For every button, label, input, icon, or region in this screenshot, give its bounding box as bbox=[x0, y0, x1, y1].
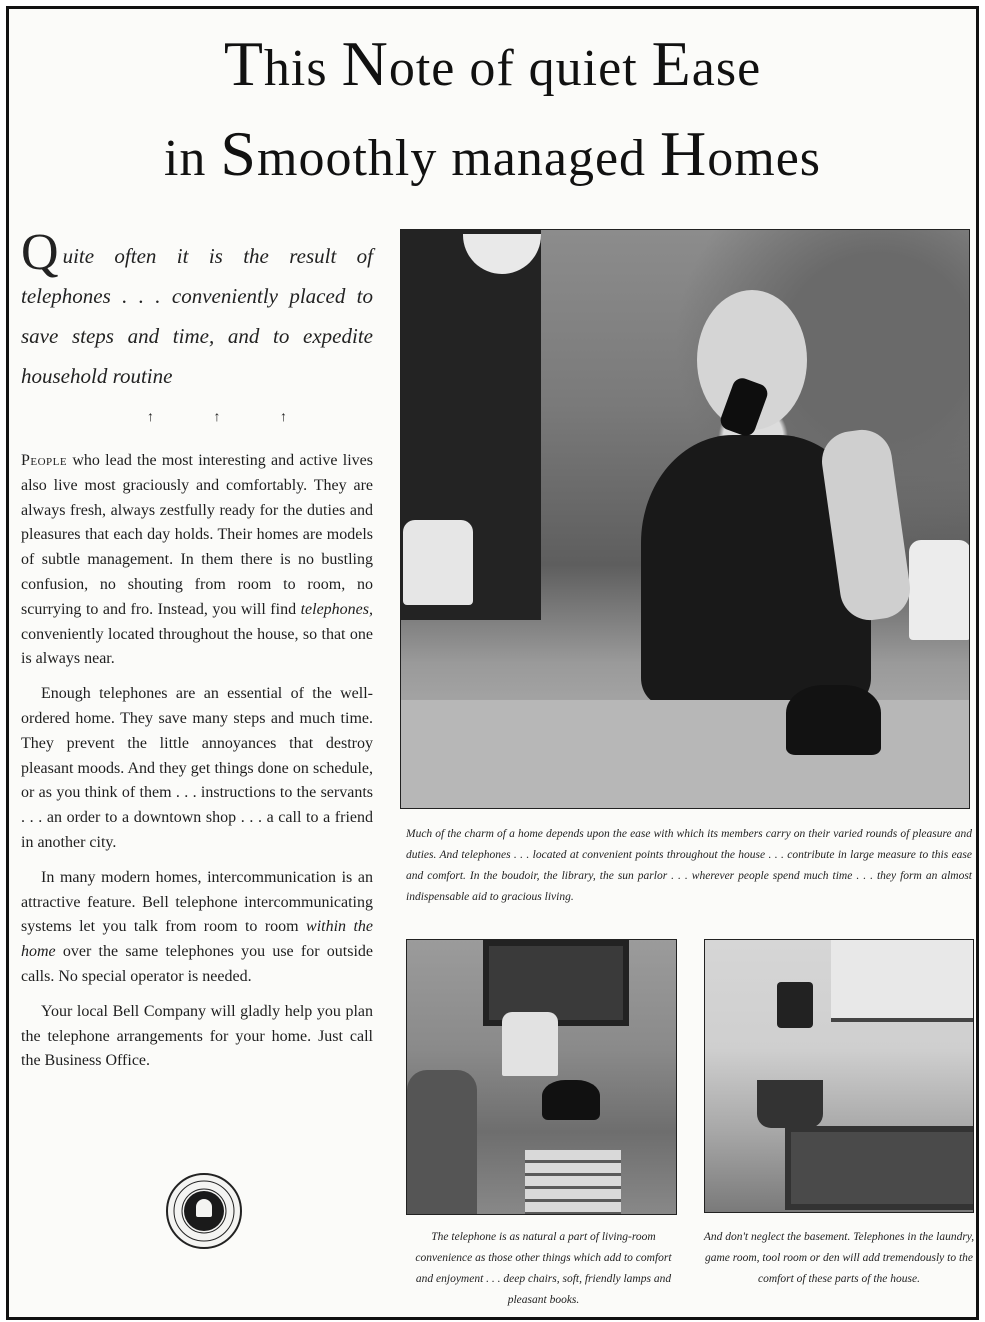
body-italic: telephones, bbox=[300, 600, 373, 618]
headline-capital: H bbox=[660, 118, 708, 189]
lamp-right bbox=[909, 540, 970, 640]
headline-text: in bbox=[163, 130, 221, 187]
drop-cap: Q bbox=[21, 224, 59, 281]
vanity-table bbox=[401, 700, 969, 808]
boudoir-photo bbox=[400, 229, 970, 809]
headline-capital: N bbox=[341, 28, 389, 99]
lead-paragraph bbox=[21, 224, 373, 396]
wall-telephone-icon bbox=[777, 982, 813, 1028]
laundry-tub bbox=[785, 1126, 974, 1210]
headline-text: ase bbox=[691, 40, 762, 97]
body-paragraph bbox=[21, 866, 373, 990]
body-paragraph bbox=[21, 449, 373, 672]
body-text: conveniently located throughout the house, so that one is always near. bbox=[21, 625, 373, 668]
armchair bbox=[407, 1070, 477, 1214]
body-paragraph: Your local Bell Company will gladly help you plan the telephone arrangements for your home. Just call the Business Office. bbox=[21, 1002, 373, 1070]
body-text: In many modern homes, intercommunication is an attractive feature. Bell telephone intercommunicating systems let you talk from room to room bbox=[21, 868, 373, 936]
living-room-photo bbox=[406, 939, 677, 1215]
living-room-caption: The telephone is as natural a part of living-room convenience as those other things which add to comfort and enjoyment . . . deep chairs, soft, friendly lamps and pleasant books. bbox=[415, 1231, 672, 1306]
headline-capital: T bbox=[223, 28, 264, 99]
curtained-window bbox=[831, 940, 973, 1022]
book-stack bbox=[525, 1150, 621, 1214]
body-italic: within the home bbox=[21, 918, 373, 961]
headline-text: moothly managed bbox=[257, 130, 661, 187]
body-paragraph: Enough telephones are an essential of the well-ordered home. They save many steps and much time. They prevent the little annoyances that destroy pleasant moods. And they get things done on schedule, or as you think of them . . . instructions to the servants . . . an order to a downtown shop . . . a call to a friend in another city. bbox=[21, 685, 373, 851]
headline-text: ote of quiet bbox=[388, 40, 652, 97]
bell-system-seal-icon bbox=[166, 1173, 242, 1249]
telephone-icon bbox=[786, 685, 881, 755]
headline-capital: S bbox=[220, 118, 258, 189]
body-lead-word: People bbox=[21, 452, 68, 469]
laundry-basket bbox=[757, 1080, 823, 1128]
ornament-divider: ↑ ↑ ↑ bbox=[147, 410, 315, 425]
advertisement-page bbox=[6, 6, 979, 1320]
bell-icon bbox=[196, 1199, 212, 1217]
lamp-left bbox=[403, 520, 473, 605]
headline-line-2 bbox=[9, 117, 976, 191]
headline-text: his bbox=[263, 40, 342, 97]
body-text: over the same telephones you use for outside calls. No special operator is needed. bbox=[21, 943, 373, 985]
lead-text: uite often it is the result of telephones . . . conveniently placed to save steps and time, and to expedite household routine bbox=[21, 244, 373, 388]
body-text: who lead the most interesting and active lives also live most graciously and comfortably. They are always fresh, always zestfully ready for the duties and pleasures that each day holds. Their homes are models of subtle management. In them there is no bustling confusion, no shouting from room to room, no scurrying to and fro. Instead, you will find bbox=[21, 452, 373, 618]
headline-text: omes bbox=[707, 130, 822, 187]
headline-capital: E bbox=[651, 28, 692, 99]
basement-photo bbox=[704, 939, 974, 1213]
headline-line-1 bbox=[9, 27, 976, 101]
telephone-icon bbox=[542, 1080, 600, 1120]
table-lamp bbox=[502, 1012, 558, 1076]
body-copy bbox=[21, 449, 373, 1084]
main-photo-caption: Much of the charm of a home depends upon the ease with which its members carry on their varied rounds of pleasure and duties. And telephones . . . located at convenient points throughout the house . . . contribute in large measure to this ease and comfort. In the boudoir, the library, the sun parlor . . . wherever people spend much time . . . they form an almost indispensable aid to gracious living. bbox=[406, 828, 972, 903]
basement-caption: And don't neglect the basement. Telephones in the laundry, game room, tool room or den will add tremendously to the comfort of these parts of the house. bbox=[703, 1231, 975, 1285]
